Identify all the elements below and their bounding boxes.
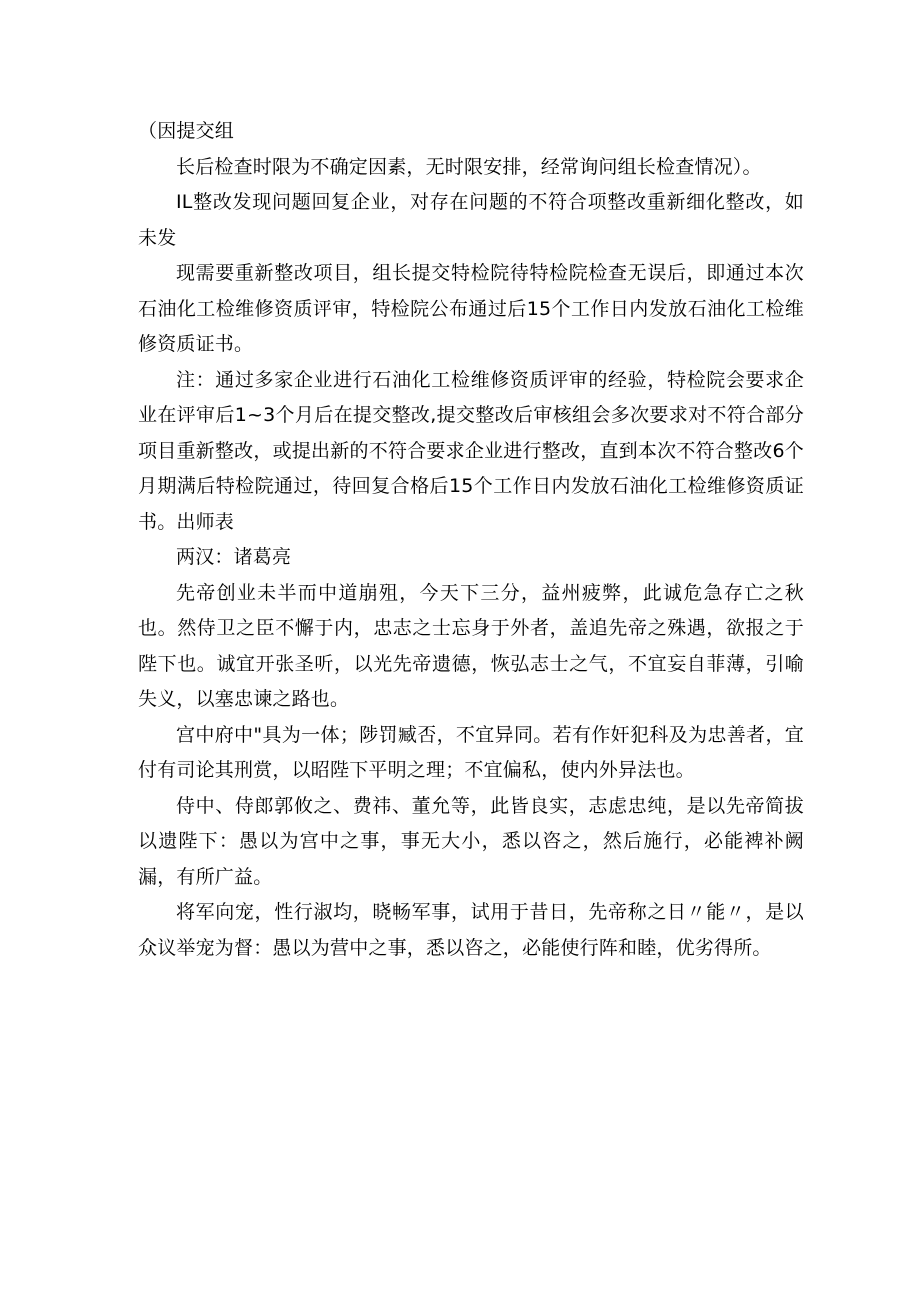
paragraph-5: 注：通过多家企业进行石油化工检维修资质评审的经验，特检院会要求企业在评审后1~3个月后在提交整改,提交整改后审核组会多次要求对不符合部分项目重新整改，或提出新的不符合要求企业进行整改，直到本次不符合整改6个月期满后特检院通过，待回复合格后15个工作日内发放石油化工检维修资质证书。出师表	[138, 368, 804, 533]
paragraph-3: IL整改发现问题回复企业，对存在问题的不符合项整改重新细化整改，如未发	[138, 191, 804, 249]
paragraph-9: 侍中、侍郎郭攸之、费祎、董允等，此皆良实，志虑忠纯，是以先帝简拔以遗陛下：愚以为宫中之事，事无大小，悉以咨之，然后施行，必能裨补阙漏，有所广益。	[138, 794, 804, 888]
paragraph-10: 将军向宠，性行淑均，晓畅军事，试用于昔日，先帝称之日〃能〃，是以众议举宠为督：愚以为营中之事，悉以咨之，必能使行阵和睦，优劣得所。	[138, 901, 804, 959]
author-line: 两汉：诸葛亮	[176, 546, 292, 568]
paragraph-8: 宫中府中"具为一体；陟罚臧否，不宜异同。若有作奸犯科及为忠善者，宜付有司论其刑赏，以昭陛下平明之理；不宜偏私，使内外异法也。	[138, 723, 804, 781]
paragraph-2: 长后检查时限为不确定因素，无时限安排，经常询问组长检查情况）。	[176, 155, 762, 178]
document-body	[138, 114, 804, 966]
paragraph-7: 先帝创业未半而中道崩殂，今天下三分，益州疲弊，此诚危急存亡之秋也。然侍卫之臣不懈于内，忠志之士忘身于外者，盖追先帝之殊遇，欲报之于陛下也。诚宜开张圣听，以光先帝遗德，恢弘志士之气，不宜妄自菲薄，引喻失义，以塞忠谏之路也。	[138, 581, 804, 710]
paragraph-4: 现需要重新整改项目，组长提交特检院待特检院检查无误后，即通过本次石油化工检维修资质评审，特检院公布通过后15个工作日内发放石油化工检维修资质证书。	[138, 262, 804, 355]
paragraph-1: （因提交组	[138, 120, 235, 142]
